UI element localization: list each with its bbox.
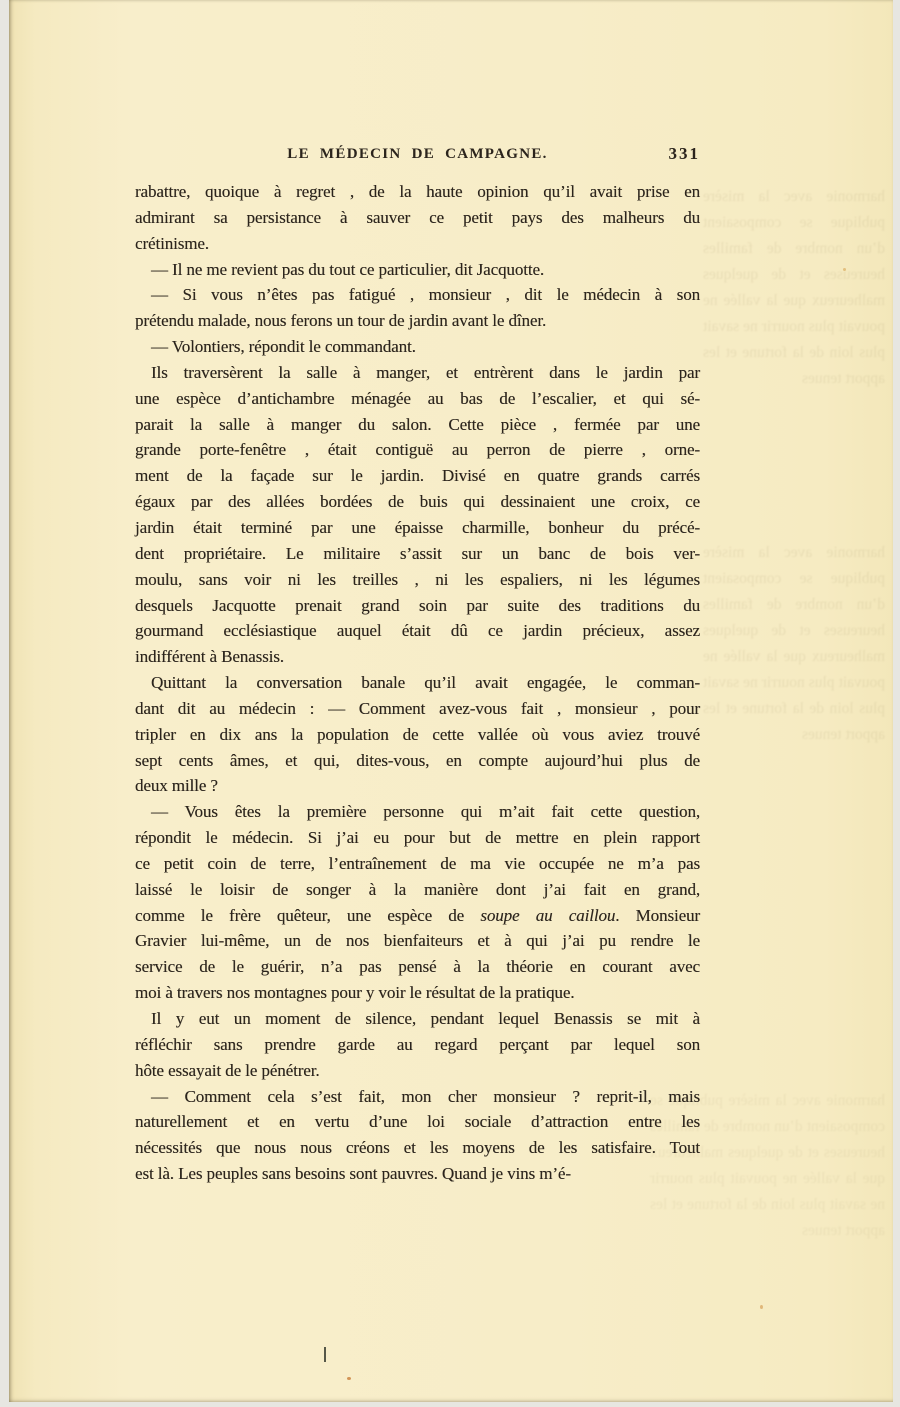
text-line: tripler en dix ans la population de cette vallée où vous aviez trouvé <box>135 724 700 744</box>
text-line: égaux par des allées bordées de buis qui dessinaient une croix, ce <box>135 492 700 512</box>
italic-phrase: soupe au caillou <box>480 905 616 925</box>
body-text <box>135 179 700 1187</box>
text-line: service de le guérir, n’a pas pensé à la théorie en courant avec <box>135 957 700 977</box>
text-line: parait la salle à manger du salon. Cette pièce , fermée par une <box>135 414 700 434</box>
text-segment: . Monsieur <box>615 905 700 925</box>
text-line: — Vous êtes la première personne qui m’ait fait cette question, <box>151 802 700 822</box>
text-line: Gravier lui-même, un de nos bienfaiteurs et à qui j’ai pu rendre le <box>135 931 700 951</box>
foxing-speck <box>347 1377 351 1380</box>
text-line: ce petit coin de terre, l’entraînement de ma vie occupée ne m’a pas <box>135 853 700 873</box>
text-line: moulu, sans voir ni les treilles , ni les espaliers, ni les légumes <box>135 569 700 589</box>
printers-mark <box>324 1347 326 1362</box>
text-line: hôte essayait de le pénétrer. <box>135 1060 320 1080</box>
text-line: dant dit au médecin : — Comment avez-vous fait , monsieur , pour <box>135 698 700 718</box>
page-number: 331 <box>668 144 700 163</box>
text-line: — Il ne me revient pas du tout ce particulier, dit Jacquotte. <box>151 259 545 279</box>
text-line: dent propriétaire. Le militaire s’assit sur un banc de bois ver- <box>135 543 700 563</box>
text-line: — Comment cela s’est fait, mon cher monsieur ? reprit-il, mais <box>151 1086 700 1106</box>
text-line: jardin était terminé par une épaisse charmille, bonheur du précé- <box>135 517 700 537</box>
text-line: naturellement et en vertu d’une loi sociale d’attraction entre les <box>135 1112 700 1132</box>
text-line: répondit le médecin. Si j’ai eu pour but de mettre en plein rapport <box>135 828 700 848</box>
text-line: desquels Jacquotte prenait grand soin par suite des traditions du <box>135 595 700 615</box>
text-line: une espèce d’antichambre ménagée au bas de l’escalier, et qui sé- <box>135 388 700 408</box>
text-line: nécessités que nous nous créons et les moyens de les satisfaire. Tout <box>135 1138 700 1158</box>
text-line: sept cents âmes, et qui, dites-vous, en compte aujourd’hui plus de <box>135 750 700 770</box>
text-line: ment de la façade sur le jardin. Divisé en quatre grands carrés <box>135 466 700 486</box>
text-line: crétinisme. <box>135 233 209 253</box>
running-title: LE MÉDECIN DE CAMPAGNE. <box>287 146 548 162</box>
text-line: prétendu malade, nous ferons un tour de jardin avant le dîner. <box>135 311 547 331</box>
text-line: admirant sa persistance à sauver ce petit pays des malheurs du <box>135 207 700 227</box>
text-line: Il y eut un moment de silence, pendant lequel Benassis se mit à <box>151 1009 700 1028</box>
text-line: moi à travers nos montagnes pour y voir le résultat de la pratique. <box>135 983 575 1003</box>
text-line: indifférent à Benassis. <box>135 647 284 667</box>
text-line: laissé le loisir de songer à la manière dont j’ai fait en grand, <box>135 879 700 899</box>
text-line: Ils traversèrent la salle à manger, et entrèrent dans le jardin par <box>151 362 700 382</box>
text-line: est là. Les peuples sans besoins sont pauvres. Quand je vins m’é- <box>135 1164 571 1184</box>
foxing-speck <box>843 268 846 271</box>
text-line <box>135 903 700 929</box>
text-line: gourmand ecclésiastique auquel était dû ce jardin précieux, assez <box>135 621 700 641</box>
text-line: — Volontiers, répondit le commandant. <box>151 337 416 357</box>
text-line: deux mille ? <box>135 776 218 796</box>
text-line: réfléchir sans prendre garde au regard perçant par lequel son <box>135 1034 700 1054</box>
text-line: — Si vous n’êtes pas fatigué , monsieur , dit le médecin à son <box>151 285 700 305</box>
text-line: rabattre, quoique à regret , de la haute opinion qu’il avait prise en <box>135 182 700 201</box>
text-line: grande porte-fenêtre , était contiguë au perron de pierre , orne- <box>135 440 700 460</box>
text-segment: comme le frère quêteur, une espèce de <box>135 905 481 925</box>
page-header <box>135 146 700 170</box>
text-line: Quittant la conversation banale qu’il avait engagée, le comman- <box>151 673 700 693</box>
foxing-speck <box>760 1305 763 1309</box>
